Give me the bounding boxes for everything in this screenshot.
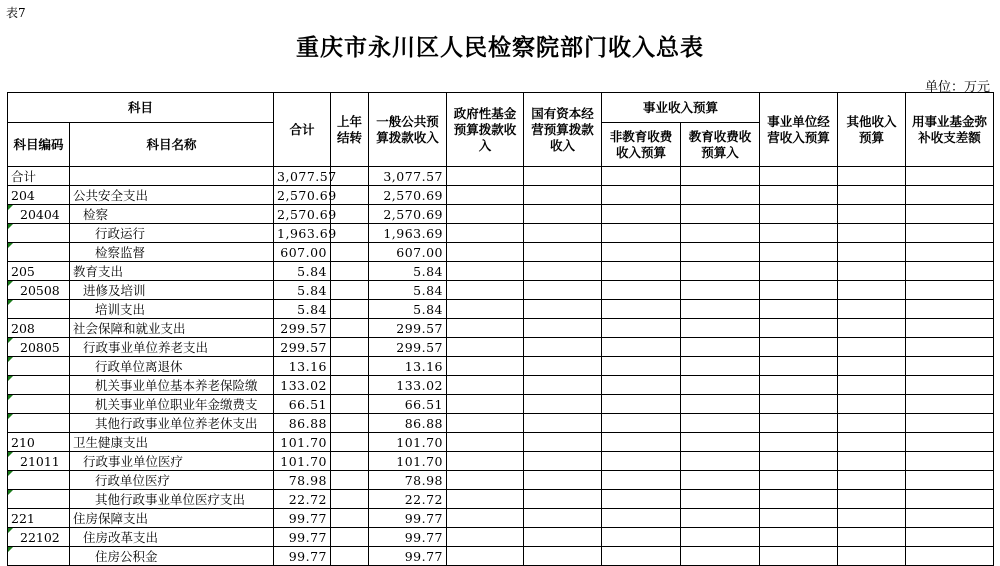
row-carryover (331, 319, 369, 338)
row-empty (524, 509, 602, 528)
row-empty (838, 224, 906, 243)
row-empty (906, 357, 994, 376)
row-empty (760, 509, 838, 528)
row-empty (447, 357, 524, 376)
row-empty (906, 167, 994, 186)
row-empty (524, 433, 602, 452)
row-code (8, 243, 70, 262)
page-title: 重庆市永川区人民检察院部门收入总表 (296, 34, 704, 61)
row-total: 299.57 (274, 338, 331, 357)
row-total: 5.84 (274, 300, 331, 319)
row-name (70, 167, 274, 186)
row-empty (838, 395, 906, 414)
row-empty (447, 414, 524, 433)
row-code: 204 (8, 186, 70, 205)
row-empty (524, 243, 602, 262)
row-empty (602, 528, 681, 547)
unit-label: 单位：万元 (924, 80, 990, 95)
row-code: 合计 (8, 167, 70, 186)
row-empty (602, 300, 681, 319)
row-empty (906, 262, 994, 281)
table-row (8, 205, 994, 224)
table-row (8, 319, 994, 338)
row-name: 培训支出 (70, 300, 274, 319)
row-empty (906, 205, 994, 224)
row-empty (838, 509, 906, 528)
row-carryover (331, 490, 369, 509)
row-empty (681, 376, 760, 395)
row-empty (760, 281, 838, 300)
row-code: 20805 (8, 338, 70, 357)
row-name: 卫生健康支出 (70, 433, 274, 452)
row-general: 299.57 (369, 338, 447, 357)
row-empty (906, 319, 994, 338)
row-empty (602, 338, 681, 357)
row-empty (602, 319, 681, 338)
table-row (8, 262, 994, 281)
row-empty (838, 300, 906, 319)
header-general-budget: 一般公共预算拨款收入 (369, 93, 447, 167)
row-empty (906, 509, 994, 528)
row-empty (602, 224, 681, 243)
row-empty (760, 262, 838, 281)
row-empty (524, 319, 602, 338)
row-total: 101.70 (274, 433, 331, 452)
row-empty (524, 167, 602, 186)
table-row (8, 167, 994, 186)
row-code (8, 357, 70, 376)
row-empty (906, 433, 994, 452)
row-empty (602, 433, 681, 452)
row-empty (524, 205, 602, 224)
header-carryover: 上年结转 (331, 93, 369, 167)
row-name: 机关事业单位职业年金缴费支 (70, 395, 274, 414)
row-empty (447, 509, 524, 528)
row-empty (681, 490, 760, 509)
row-empty (524, 224, 602, 243)
row-empty (760, 528, 838, 547)
row-general: 133.02 (369, 376, 447, 395)
row-empty (760, 471, 838, 490)
row-code: 208 (8, 319, 70, 338)
row-name: 检察监督 (70, 243, 274, 262)
row-empty (681, 452, 760, 471)
row-general: 13.16 (369, 357, 447, 376)
row-empty (906, 414, 994, 433)
row-carryover (331, 414, 369, 433)
row-carryover (331, 509, 369, 528)
row-empty (602, 186, 681, 205)
row-empty (524, 528, 602, 547)
row-general: 99.77 (369, 528, 447, 547)
row-empty (524, 186, 602, 205)
row-total: 99.77 (274, 547, 331, 566)
row-code: 20508 (8, 281, 70, 300)
row-total: 1,963.69 (274, 224, 331, 243)
row-empty (760, 205, 838, 224)
row-empty (681, 224, 760, 243)
row-carryover (331, 376, 369, 395)
row-name: 其他行政事业单位医疗支出 (70, 490, 274, 509)
row-code (8, 376, 70, 395)
row-empty (524, 452, 602, 471)
table-row (8, 414, 994, 433)
row-empty (602, 205, 681, 224)
row-empty (681, 433, 760, 452)
row-empty (447, 490, 524, 509)
row-empty (838, 186, 906, 205)
row-empty (906, 243, 994, 262)
row-code (8, 490, 70, 509)
row-empty (602, 452, 681, 471)
table-row (8, 338, 994, 357)
row-general: 1,963.69 (369, 224, 447, 243)
row-empty (447, 395, 524, 414)
row-empty (681, 300, 760, 319)
row-carryover (331, 547, 369, 566)
row-empty (447, 376, 524, 395)
row-empty (906, 300, 994, 319)
row-name: 行政运行 (70, 224, 274, 243)
table-row (8, 357, 994, 376)
row-empty (906, 281, 994, 300)
row-empty (602, 243, 681, 262)
table-row (8, 224, 994, 243)
row-empty (760, 357, 838, 376)
row-empty (602, 547, 681, 566)
row-empty (602, 490, 681, 509)
row-empty (906, 452, 994, 471)
row-total: 3,077.57 (274, 167, 331, 186)
row-total: 99.77 (274, 528, 331, 547)
row-empty (760, 433, 838, 452)
row-code (8, 414, 70, 433)
row-code: 22102 (8, 528, 70, 547)
row-empty (906, 224, 994, 243)
row-code (8, 395, 70, 414)
row-carryover (331, 262, 369, 281)
row-empty (681, 338, 760, 357)
row-total: 101.70 (274, 452, 331, 471)
row-carryover (331, 471, 369, 490)
header-career-income: 事业收入预算 (602, 93, 760, 123)
row-empty (447, 338, 524, 357)
row-empty (681, 262, 760, 281)
row-empty (447, 452, 524, 471)
row-empty (906, 186, 994, 205)
row-general: 3,077.57 (369, 167, 447, 186)
row-empty (681, 167, 760, 186)
row-empty (838, 547, 906, 566)
table-row (8, 433, 994, 452)
row-empty (602, 509, 681, 528)
row-empty (602, 414, 681, 433)
row-empty (838, 205, 906, 224)
row-total: 2,570.69 (274, 186, 331, 205)
row-empty (447, 186, 524, 205)
header-fund-supplement: 用事业基金弥补收支差额 (906, 93, 994, 167)
row-empty (602, 167, 681, 186)
row-empty (838, 167, 906, 186)
row-general: 2,570.69 (369, 205, 447, 224)
header-gov-fund: 政府性基金预算拨款收入 (447, 93, 524, 167)
table-row (8, 300, 994, 319)
row-total: 78.98 (274, 471, 331, 490)
header-edu: 教育收费收预算入 (681, 123, 760, 167)
row-empty (760, 167, 838, 186)
header-non-edu: 非教育收费收入预算 (602, 123, 681, 167)
row-empty (681, 547, 760, 566)
row-name: 社会保障和就业支出 (70, 319, 274, 338)
row-name: 行政单位离退休 (70, 357, 274, 376)
row-total: 5.84 (274, 262, 331, 281)
row-empty (681, 509, 760, 528)
row-code: 210 (8, 433, 70, 452)
row-empty (681, 471, 760, 490)
row-name: 公共安全支出 (70, 186, 274, 205)
table-row (8, 471, 994, 490)
row-empty (681, 281, 760, 300)
row-empty (838, 243, 906, 262)
row-empty (838, 376, 906, 395)
row-empty (760, 452, 838, 471)
row-empty (906, 471, 994, 490)
row-name: 住房保障支出 (70, 509, 274, 528)
row-empty (838, 433, 906, 452)
row-general: 99.77 (369, 547, 447, 566)
row-empty (906, 395, 994, 414)
row-general: 5.84 (369, 300, 447, 319)
row-name: 其他行政事业单位养老休支出 (70, 414, 274, 433)
row-general: 86.88 (369, 414, 447, 433)
row-empty (602, 471, 681, 490)
row-general: 78.98 (369, 471, 447, 490)
row-general: 607.00 (369, 243, 447, 262)
row-general: 101.70 (369, 433, 447, 452)
row-empty (906, 376, 994, 395)
row-general: 299.57 (369, 319, 447, 338)
row-empty (447, 224, 524, 243)
row-empty (524, 357, 602, 376)
row-total: 133.02 (274, 376, 331, 395)
row-total: 22.72 (274, 490, 331, 509)
row-general: 66.51 (369, 395, 447, 414)
row-empty (602, 395, 681, 414)
row-name: 住房公积金 (70, 547, 274, 566)
row-empty (906, 490, 994, 509)
header-state-capital: 国有资本经营预算拨款收入 (524, 93, 602, 167)
row-general: 2,570.69 (369, 186, 447, 205)
row-empty (524, 300, 602, 319)
row-empty (602, 281, 681, 300)
row-carryover (331, 357, 369, 376)
row-empty (760, 395, 838, 414)
header-subject: 科目 (8, 93, 274, 123)
row-empty (760, 319, 838, 338)
header-other: 其他收入预算 (838, 93, 906, 167)
row-empty (681, 395, 760, 414)
row-empty (681, 319, 760, 338)
row-empty (447, 528, 524, 547)
row-empty (838, 490, 906, 509)
row-empty (602, 376, 681, 395)
row-empty (838, 471, 906, 490)
row-general: 99.77 (369, 509, 447, 528)
row-empty (760, 243, 838, 262)
row-name: 行政事业单位养老支出 (70, 338, 274, 357)
row-code (8, 224, 70, 243)
row-total: 66.51 (274, 395, 331, 414)
row-carryover (331, 395, 369, 414)
row-total: 607.00 (274, 243, 331, 262)
row-total: 99.77 (274, 509, 331, 528)
row-empty (447, 167, 524, 186)
row-empty (760, 490, 838, 509)
row-empty (524, 490, 602, 509)
row-total: 5.84 (274, 281, 331, 300)
row-code (8, 547, 70, 566)
row-empty (447, 205, 524, 224)
row-general: 5.84 (369, 262, 447, 281)
row-empty (681, 205, 760, 224)
row-empty (760, 186, 838, 205)
row-code: 221 (8, 509, 70, 528)
table-row (8, 376, 994, 395)
header-subject-name: 科目名称 (70, 123, 274, 167)
row-name: 进修及培训 (70, 281, 274, 300)
row-name: 行政单位医疗 (70, 471, 274, 490)
row-empty (524, 414, 602, 433)
table-row (8, 395, 994, 414)
row-empty (447, 281, 524, 300)
row-empty (447, 433, 524, 452)
row-name: 住房改革支出 (70, 528, 274, 547)
row-empty (838, 452, 906, 471)
row-empty (838, 262, 906, 281)
row-empty (681, 414, 760, 433)
table-row (8, 243, 994, 262)
table-row (8, 452, 994, 471)
row-carryover (331, 452, 369, 471)
table-row (8, 490, 994, 509)
row-empty (524, 376, 602, 395)
row-empty (681, 186, 760, 205)
row-empty (760, 414, 838, 433)
row-empty (681, 357, 760, 376)
row-empty (524, 281, 602, 300)
table-number: 表7 (6, 6, 26, 20)
row-empty (906, 528, 994, 547)
row-code: 20404 (8, 205, 70, 224)
row-code: 205 (8, 262, 70, 281)
row-empty (524, 395, 602, 414)
row-empty (906, 547, 994, 566)
header-subject-code: 科目编码 (8, 123, 70, 167)
row-empty (447, 243, 524, 262)
row-empty (906, 338, 994, 357)
row-total: 13.16 (274, 357, 331, 376)
row-empty (681, 243, 760, 262)
row-empty (760, 376, 838, 395)
row-total: 2,570.69 (274, 205, 331, 224)
row-empty (838, 414, 906, 433)
table-row (8, 547, 994, 566)
row-empty (524, 547, 602, 566)
row-empty (447, 471, 524, 490)
row-carryover (331, 433, 369, 452)
row-empty (524, 338, 602, 357)
row-carryover (331, 528, 369, 547)
row-empty (447, 319, 524, 338)
table-row (8, 509, 994, 528)
row-empty (838, 357, 906, 376)
row-general: 5.84 (369, 281, 447, 300)
row-empty (760, 547, 838, 566)
row-empty (760, 300, 838, 319)
row-general: 101.70 (369, 452, 447, 471)
row-carryover (331, 338, 369, 357)
row-empty (447, 262, 524, 281)
row-empty (760, 338, 838, 357)
row-empty (681, 528, 760, 547)
header-operating: 事业单位经营收入预算 (760, 93, 838, 167)
row-empty (602, 262, 681, 281)
row-empty (838, 281, 906, 300)
income-summary-table (7, 92, 994, 566)
row-general: 22.72 (369, 490, 447, 509)
row-code: 21011 (8, 452, 70, 471)
row-carryover (331, 243, 369, 262)
row-empty (447, 547, 524, 566)
row-total: 86.88 (274, 414, 331, 433)
row-empty (838, 338, 906, 357)
table-row (8, 186, 994, 205)
row-name: 检察 (70, 205, 274, 224)
header-total: 合计 (274, 93, 331, 167)
row-total: 299.57 (274, 319, 331, 338)
row-name: 教育支出 (70, 262, 274, 281)
row-empty (602, 357, 681, 376)
row-empty (838, 319, 906, 338)
row-empty (447, 300, 524, 319)
row-empty (524, 262, 602, 281)
row-empty (838, 528, 906, 547)
row-name: 机关事业单位基本养老保险缴 (70, 376, 274, 395)
row-code (8, 471, 70, 490)
table-row (8, 528, 994, 547)
table-row (8, 281, 994, 300)
row-empty (760, 224, 838, 243)
row-carryover (331, 300, 369, 319)
row-name: 行政事业单位医疗 (70, 452, 274, 471)
row-code (8, 300, 70, 319)
row-carryover (331, 281, 369, 300)
row-empty (524, 471, 602, 490)
